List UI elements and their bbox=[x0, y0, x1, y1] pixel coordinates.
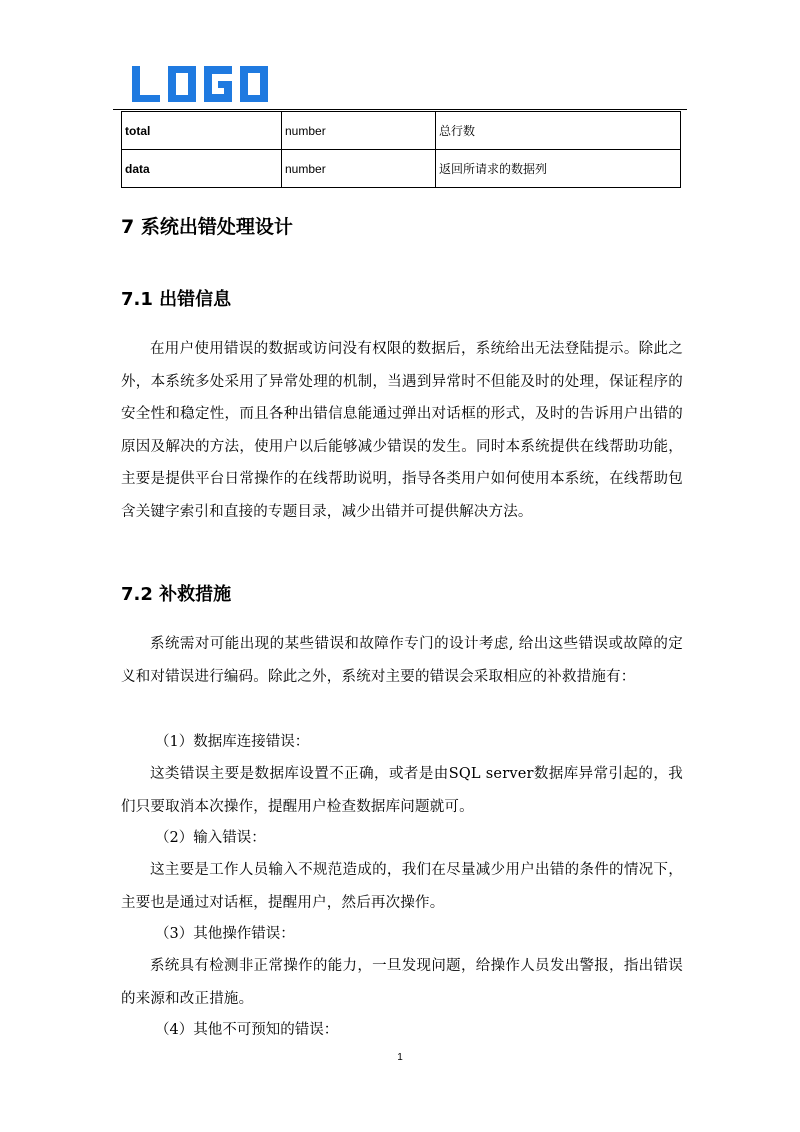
paragraph-error-info: 在用户使用错误的数据或访问没有权限的数据后，系统给出无法登陆提示。除此之外，本系统多处采用了异常处理的机制，当遇到异常时不但能及时的处理，保证程序的安全性和稳定性，而且各种出错信息能通过弹出对话框的形式，及时的告诉用户出错的原因及解决的方法，使用户以后能够减少错误的发生。同时本系统提供在线帮助功能，主要是提供平台日常操作的在线帮助说明，指导各类用户如何使用本系统，在线帮助包含关键字索引和直接的专题目录，减少出错并可提供解决方法。 bbox=[121, 341, 683, 520]
params-table bbox=[121, 111, 681, 188]
list-item-label: （2）输入错误： bbox=[155, 830, 266, 846]
subsection-title-7-2: 7.2 补救措施 bbox=[121, 584, 232, 605]
param-type: number bbox=[282, 150, 436, 188]
param-name: total bbox=[122, 112, 282, 150]
logo bbox=[132, 66, 270, 104]
list-item-desc: 这类错误主要是数据库设置不正确，或者是由SQL server数据库异常引起的，我们只要取消本次操作，提醒用户检查数据库问题就可。 bbox=[121, 766, 683, 815]
param-desc: 返回所请求的数据列 bbox=[436, 150, 681, 188]
param-desc: 总行数 bbox=[436, 112, 681, 150]
param-type: number bbox=[282, 112, 436, 150]
table-row bbox=[122, 150, 681, 188]
list-item-label: （3）其他操作错误： bbox=[155, 926, 295, 942]
table-row bbox=[122, 112, 681, 150]
list-item-label: （4）其他不可预知的错误： bbox=[155, 1022, 339, 1038]
list-item-desc: 系统具有检测非正常操作的能力，一旦发现问题，给操作人员发出警报，指出错误的来源和改正措施。 bbox=[121, 958, 683, 1007]
header-rule bbox=[113, 109, 687, 110]
subsection-title-7-1: 7.1 出错信息 bbox=[121, 289, 232, 310]
list-item-label: （1）数据库连接错误： bbox=[155, 734, 310, 750]
param-name: data bbox=[122, 150, 282, 188]
list-item-desc: 这主要是工作人员输入不规范造成的，我们在尽量减少用户出错的条件的情况下，主要也是通过对话框，提醒用户，然后再次操作。 bbox=[121, 862, 683, 911]
section-title: 7 系统出错处理设计 bbox=[121, 216, 293, 238]
page-number: 1 bbox=[397, 1052, 403, 1063]
paragraph-remedy-intro: 系统需对可能出现的某些错误和故障作专门的设计考虑, 给出这些错误或故障的定义和对错误进行编码。除此之外，系统对主要的错误会采取相应的补救措施有： bbox=[121, 636, 683, 685]
